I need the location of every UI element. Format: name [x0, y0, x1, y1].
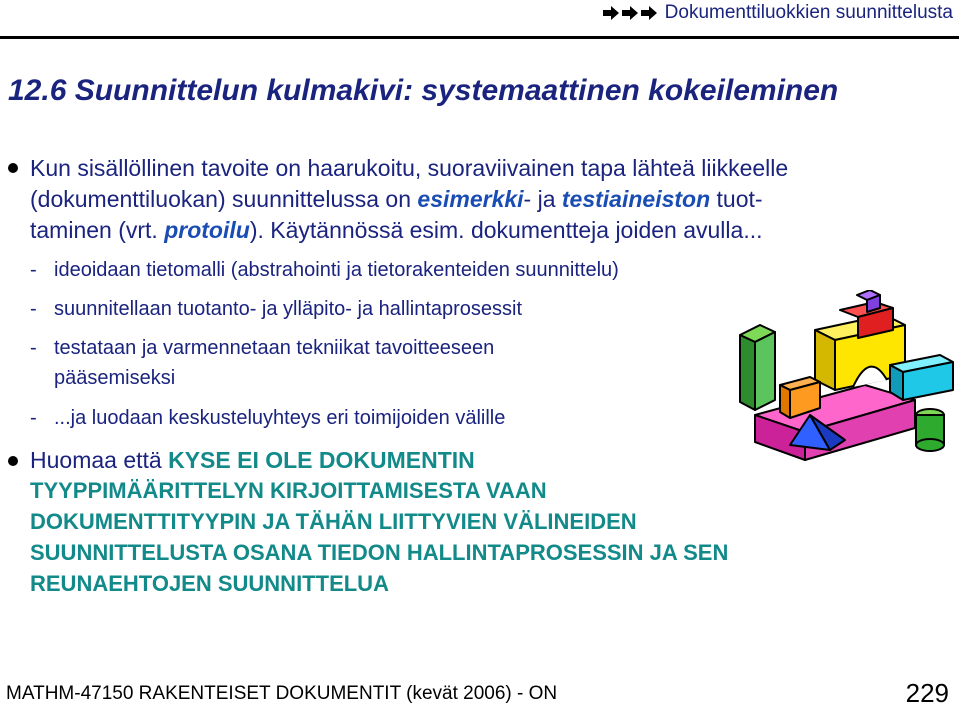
text-segment: tuot-	[710, 186, 763, 212]
emphasis-esimerkki: esimerkki	[417, 186, 524, 212]
caps-line: DOKUMENTTITYYPIN JA TÄHÄN LIITTYVIEN VÄLINEIDEN	[30, 509, 637, 534]
sub-item: - suunnitellaan tuotanto- ja ylläpito- ja hallintaprosessit	[30, 298, 523, 320]
bullet-dot	[8, 163, 18, 173]
arrow-right-icon	[622, 6, 638, 20]
arrow-right-icon	[603, 6, 619, 20]
header-divider	[0, 36, 959, 39]
bullet1-line2	[30, 188, 763, 211]
slide-header	[603, 2, 953, 24]
caps-line: TYYPPIMÄÄRITTELYN KIRJOITTAMISESTA VAAN	[30, 478, 547, 503]
page-number: 229	[905, 678, 949, 708]
bullet1-line3	[30, 219, 762, 242]
bullet2-line1	[30, 449, 475, 472]
caps-line: SUUNNITTELUSTA OSANA TIEDON HALLINTAPROSESSIN JA SEN	[30, 540, 729, 565]
sub-item: - testataan ja varmennetaan tekniikat tavoitteeseen	[30, 337, 495, 359]
building-blocks-illustration	[735, 290, 955, 480]
slide-title: 12.6 Suunnittelun kulmakivi: systemaattinen kokeileminen	[8, 74, 839, 107]
emphasis-testiaineiston: testiaineiston	[561, 186, 711, 212]
text-segment: (dokumenttiluokan) suunnittelussa on	[30, 186, 418, 212]
arrow-right-icon	[641, 6, 657, 20]
caps-text: KYSE EI OLE DOKUMENTIN	[168, 447, 475, 473]
sub-item-text: ...ja luodaan keskusteluyhteys eri toimijoiden välille	[54, 407, 506, 429]
breadcrumb: Dokumenttiluokkien suunnittelusta	[664, 2, 953, 23]
bullet-dot	[8, 456, 18, 466]
sub-item: - ideoidaan tietomalli (abstrahointi ja tietorakenteiden suunnittelu)	[30, 259, 619, 281]
text-segment: Huomaa että	[30, 447, 169, 473]
sub-item-text: testataan ja varmennetaan tekniikat tavoitteeseen	[54, 337, 495, 359]
sub-item: - ...ja luodaan keskusteluyhteys eri toimijoiden välille	[30, 407, 506, 429]
sub-item-continuation: pääsemiseksi	[54, 367, 176, 389]
emphasis-protoilu: protoilu	[164, 217, 250, 243]
text-segment: taminen (vrt.	[30, 217, 165, 243]
sub-item-text: suunnitellaan tuotanto- ja ylläpito- ja hallintaprosessit	[54, 298, 523, 320]
text-segment: ). Käytännössä esim. dokumentteja joiden avulla...	[249, 217, 763, 243]
bullet1-line1: Kun sisällöllinen tavoite on haarukoitu, suoraviivainen tapa lähteä liikkeelle	[30, 155, 789, 181]
footer-course: MATHM-47150 RAKENTEISET DOKUMENTIT (kevät 2006) - ON	[6, 683, 558, 704]
nav-arrows	[603, 6, 657, 20]
sub-item-text: ideoidaan tietomalli (abstrahointi ja tietorakenteiden suunnittelu)	[54, 259, 619, 281]
text-segment: - ja	[523, 186, 562, 212]
caps-line: REUNAEHTOJEN SUUNNITTELUA	[30, 571, 389, 596]
